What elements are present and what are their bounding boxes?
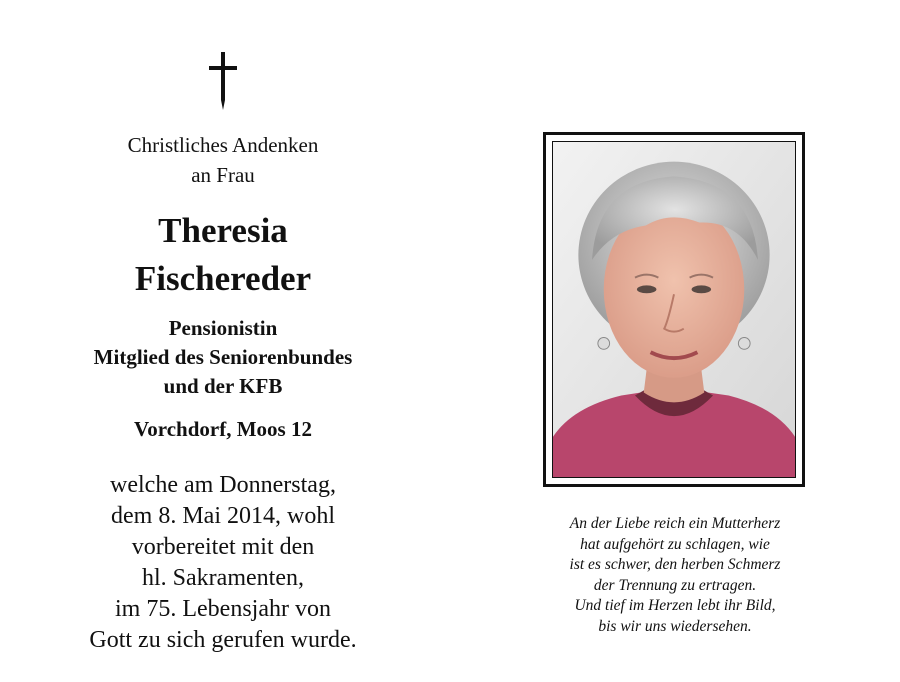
death-line: welche am Donnerstag, — [110, 472, 336, 498]
deceased-name — [40, 207, 406, 303]
poem-line: An der Liebe reich ein Mutterherz — [569, 515, 781, 532]
portrait-photo — [552, 141, 796, 478]
poem-line: Und tief im Herzen lebt ihr Bild, — [574, 597, 776, 614]
death-line: dem 8. Mai 2014, wohl — [111, 503, 335, 529]
death-line: Gott zu sich gerufen wurde. — [89, 627, 357, 653]
intro-line: Christliches Andenken — [127, 133, 319, 157]
title-line: Mitglied des Seniorenbundes — [93, 345, 353, 369]
titles-block — [40, 314, 406, 401]
death-notice — [40, 470, 406, 656]
portrait-frame — [543, 132, 805, 487]
poem-line: hat aufgehört zu schlagen, wie — [580, 535, 770, 553]
death-line: im 75. Lebensjahr von — [115, 596, 331, 622]
poem-line: bis wir uns wiedersehen. — [598, 617, 752, 635]
first-name: Theresia — [158, 211, 288, 250]
death-line: vorbereitet mit den — [131, 534, 315, 560]
cross-icon — [206, 50, 240, 112]
address: Vorchdorf, Moos 12 — [134, 417, 312, 441]
last-name: Fischereder — [134, 259, 312, 298]
death-line: hl. Sakramenten, — [142, 565, 304, 591]
poem-line: der Trennung zu ertragen. — [593, 576, 757, 594]
title-line: Pensionistin — [168, 316, 278, 340]
intro-text — [40, 130, 406, 190]
title-line: und der KFB — [163, 374, 283, 398]
intro-line: an Frau — [191, 163, 255, 187]
poem-line: ist es schwer, den herben Schmerz — [569, 556, 781, 573]
memorial-poem — [525, 514, 825, 637]
